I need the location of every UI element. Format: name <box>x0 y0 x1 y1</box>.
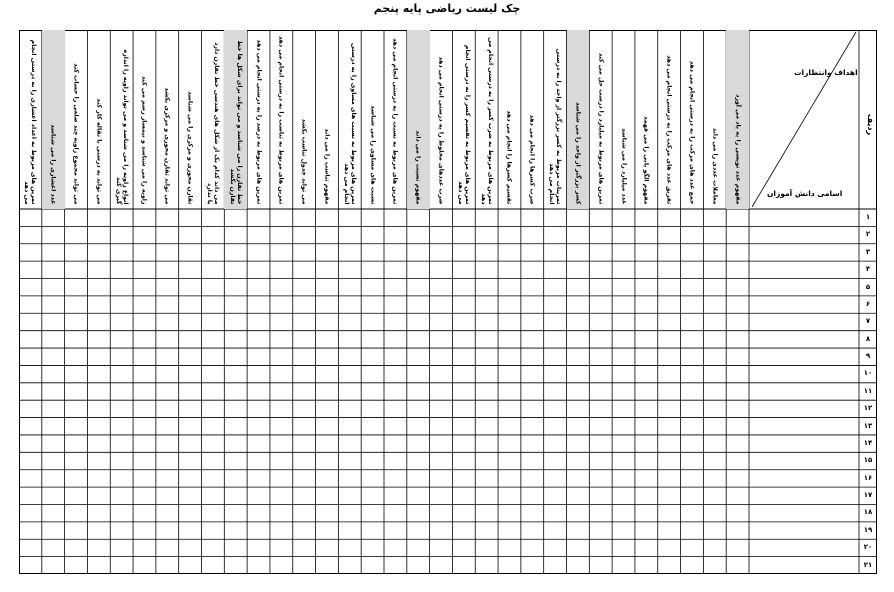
objective-header <box>179 30 202 209</box>
objective-header <box>270 30 293 209</box>
objective-text: نسبت های مساوی را می شناسد <box>369 104 377 204</box>
objective-header <box>110 30 133 209</box>
objective-text: مفهوم تناسب را می داند <box>323 127 331 204</box>
row-number: ۳ <box>865 247 871 256</box>
objective-header <box>658 30 681 209</box>
objective-header <box>87 30 110 209</box>
row-number: ۹ <box>865 352 871 361</box>
row-number: ۷ <box>865 317 871 326</box>
page-title: چک لیست ریاضی پایه پنجم <box>373 2 521 15</box>
row-number: ۴ <box>865 265 871 274</box>
objective-header <box>247 30 270 209</box>
row-number: ۱۵ <box>863 456 873 465</box>
students-header-label: اسامی دانش آموزان <box>767 189 843 198</box>
objective-text: خط تقارن را می شناسد و می تواند برای شکل ها خط تقارن بکشد <box>228 39 243 204</box>
header-diagonal <box>752 32 856 207</box>
objective-text: ضرب کسرها را انجام می دهد <box>528 114 536 204</box>
objective-header <box>19 30 42 209</box>
row-number: ۱۱ <box>863 386 873 395</box>
objective-header <box>156 30 179 209</box>
objective-header <box>65 30 88 209</box>
row-number: ۱۷ <box>863 491 873 500</box>
objective-text: می تواند به درستی با نقاله کار کند <box>95 97 103 204</box>
objective-text: مفهوم عدد نویسی را به یاد می آورد <box>734 93 742 204</box>
objective-header <box>42 30 65 209</box>
row-number: ۶ <box>865 299 871 308</box>
objective-header <box>544 30 567 209</box>
objective-text: تمرین های مربوط به نسبت را به درستی انجام می دهد <box>391 37 399 204</box>
objective-text: تمرین های مربوط به تناسب را به درستی انجام می دهد <box>277 35 285 204</box>
row-number: ۱۰ <box>863 369 873 378</box>
row-number: ۲۰ <box>863 543 873 552</box>
objective-header <box>475 30 498 209</box>
objective-text: تقارن محوری و مرکزی را می شناسد <box>186 90 194 204</box>
row-number: ۵ <box>865 282 871 291</box>
objective-text: معاملات عددی را می داند <box>711 127 719 204</box>
objective-text: زاویه را می شناسد و نیمساز رسم می کند <box>140 75 148 204</box>
row-number-header: ردیف <box>866 113 876 136</box>
objective-header <box>498 30 521 209</box>
row-number: ۸ <box>865 334 871 343</box>
objective-text: تفریق عدد های مرکب را به درستی انجام می دهد <box>665 54 673 204</box>
objective-header <box>407 30 430 209</box>
objective-header <box>635 30 658 209</box>
objective-header <box>224 30 247 209</box>
objective-text: تمرین های مربوط به درصد را به درستی انجام می دهد <box>255 39 263 204</box>
objective-header <box>361 30 384 209</box>
objective-header <box>521 30 544 209</box>
goals-header-label: اهداف وانتظارات <box>794 68 858 77</box>
objective-text: تمرینات مربوط به کسر بزرگتر از واحد را به درستی انجام می دهد <box>548 48 563 204</box>
objective-header <box>384 30 407 209</box>
row-number: ۱۴ <box>863 438 873 447</box>
objective-header <box>681 30 704 209</box>
objective-text: تمرین های مربوط به تقسیم کسر را به درستی انجام می دهد <box>456 44 471 204</box>
objective-header <box>567 30 590 209</box>
row-number: ۲۱ <box>863 560 873 569</box>
row-number: ۱۳ <box>863 421 873 430</box>
objective-text: تمرین های مربوط به ضرب کسر را به درستی انجام می دهد <box>479 36 494 204</box>
objective-header <box>338 30 361 209</box>
objective-header <box>293 30 316 209</box>
objective-header <box>133 30 156 209</box>
row-number: ۱ <box>865 213 871 221</box>
objective-text: جمع عدد های مرکب را به درستی انجام می دهد <box>688 60 696 204</box>
row-number: ۱۲ <box>863 404 873 413</box>
objective-header <box>703 30 726 209</box>
objective-text: می تواند جدول تناسب بکشد <box>300 118 308 204</box>
objective-text: کسر بزرگتر از واحد را می شناسد <box>574 101 582 204</box>
objective-text: مفهوم نسبت را می داند <box>414 129 422 204</box>
objective-text: می تواند مجموع زاویه چند ضلعی را حساب کند <box>72 62 80 204</box>
row-number: ۲ <box>865 230 871 239</box>
objective-text: تمرین های مربوط به میلیارد را درست حل می کند <box>597 52 605 204</box>
objective-text: مفهوم الگو یابی را می فهمد <box>642 115 650 204</box>
objective-header <box>202 30 225 209</box>
objective-header <box>726 30 749 209</box>
objective-header <box>452 30 475 209</box>
row-number: ۱۶ <box>863 473 873 482</box>
objective-text: عدد اعشاری را می شناسد <box>49 123 57 204</box>
checklist-table <box>19 30 877 574</box>
objective-text: تمرین های مربوط به نسبت های مساوی را به درستی انجام می دهد <box>342 42 357 204</box>
objective-text: می داند کدام یک از شکل های هندسی خط تقارن دارد یا ندارد <box>205 41 220 204</box>
objective-header <box>589 30 612 209</box>
objective-text: تمرین های مربوط به اعداد اعشاری را به درستی انجام می دهد <box>23 39 38 204</box>
objective-text: انواع زاویه را می شناسد و می تواند زاویه را اندازه گیری کند <box>114 49 129 204</box>
objective-text: عدد میلیارد را می شناسد <box>620 127 628 204</box>
objective-text: ضرب عددهای مخلوط را به درستی انجام می دهد <box>437 56 445 204</box>
objective-text: تقسیم کسرها را انجام می دهد <box>505 109 513 204</box>
objective-header <box>430 30 453 209</box>
row-number: ۱۹ <box>863 525 873 534</box>
objective-text: می تواند تقارن محوری و مرکزی بکشد <box>163 86 171 204</box>
row-number: ۱۸ <box>863 508 873 517</box>
objective-header <box>612 30 635 209</box>
objective-header <box>316 30 339 209</box>
